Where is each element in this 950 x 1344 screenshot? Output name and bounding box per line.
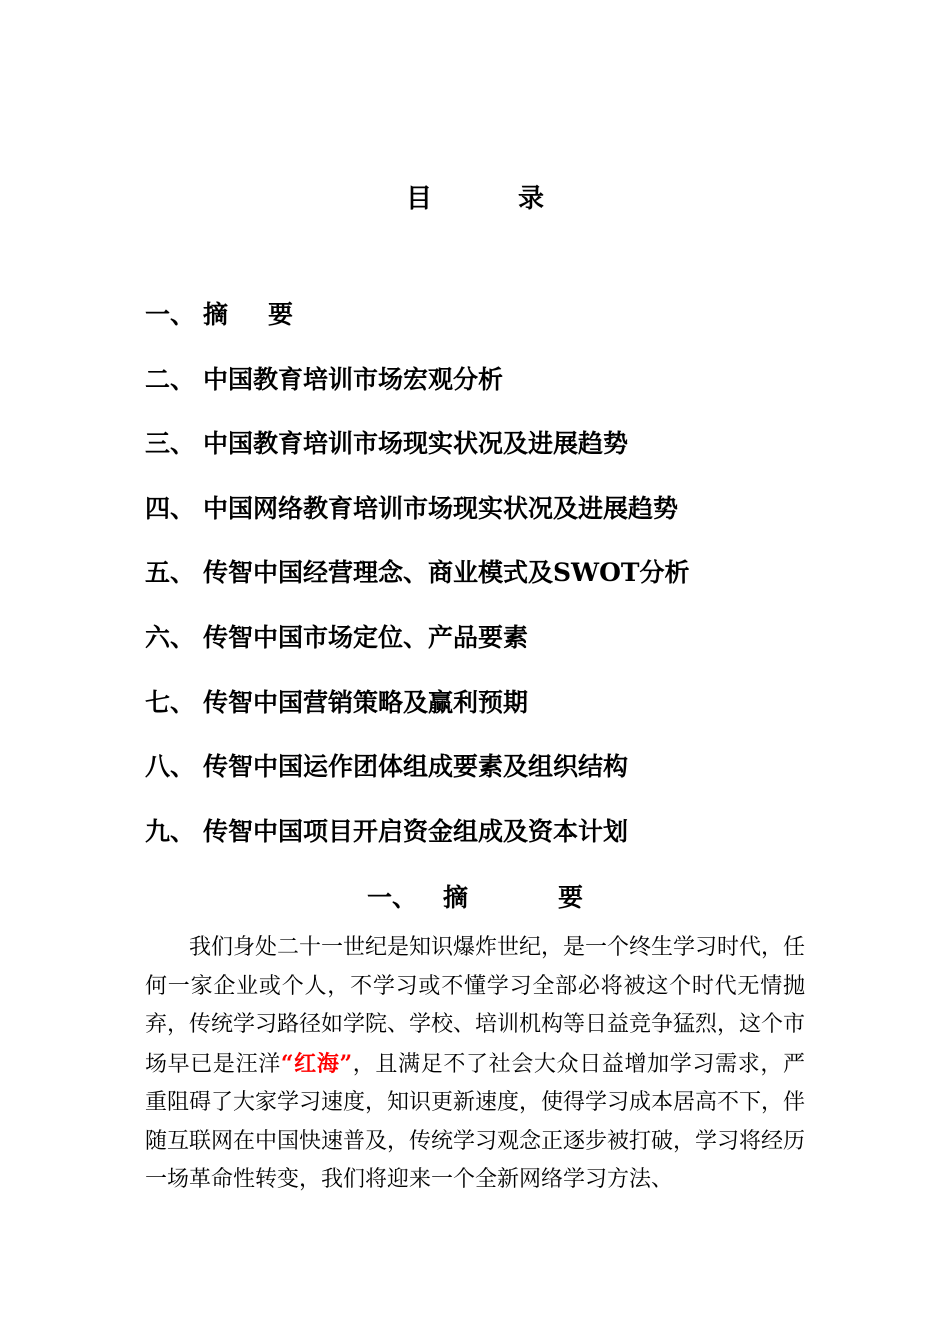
toc-item	[145, 360, 825, 425]
toc-item-text: 传智中国市场定位、产品要素	[203, 622, 529, 652]
toc-item-text: 传智中国经营理念、商业模式及SWOT分析	[203, 558, 690, 588]
toc-item-number: 八、	[145, 752, 196, 782]
toc-item-abstract	[145, 295, 825, 360]
toc-item-number: 一、	[145, 300, 196, 329]
toc-item	[145, 618, 825, 683]
toc-item-number: 七、	[145, 687, 196, 717]
toc-item-number: 五、	[145, 558, 196, 588]
toc-item	[145, 489, 825, 554]
toc-item-number: 二、	[145, 364, 196, 394]
paragraph-highlight: “红海”	[280, 1050, 353, 1077]
toc-item-text: 中国网络教育培训市场现实状况及进展趋势	[203, 493, 679, 523]
section-title-a: 摘	[442, 883, 468, 912]
toc-item	[145, 553, 825, 618]
toc-title-right: 录	[518, 184, 545, 214]
toc-list	[145, 295, 825, 876]
toc-item-number: 四、	[145, 493, 196, 523]
toc-title	[0, 178, 950, 215]
section-title-b: 要	[558, 883, 584, 912]
toc-item-number: 三、	[145, 429, 196, 459]
toc-item-text: 传智中国运作团体组成要素及组织结构	[203, 752, 629, 782]
section-paragraph	[145, 929, 805, 1200]
toc-item-text: 传智中国营销策略及赢利预期	[203, 687, 529, 717]
toc-item-text-a: 摘	[203, 300, 229, 329]
paragraph-text-after: ，且满足不了社会大众日益增加学习需求，严重阻碍了大家学习速度，知识更新速度，使得学习成本居高不下，伴随互联网在中国快速普及，传统学习观念正逐步被打破，学习将经历一场革命性转变，我们将迎来一个全新网络学习方法、	[145, 1051, 806, 1192]
toc-item-text: 中国教育培训市场现实状况及进展趋势	[203, 429, 629, 459]
section-heading	[0, 878, 950, 914]
toc-item	[145, 424, 825, 489]
toc-item-number: 九、	[145, 816, 196, 846]
toc-item	[145, 683, 825, 748]
toc-item-text: 中国教育培训市场宏观分析	[203, 364, 504, 394]
toc-title-left: 目	[405, 184, 432, 214]
toc-item	[145, 747, 825, 812]
toc-item-text-b: 要	[268, 300, 294, 329]
section-number: 一、	[366, 883, 417, 912]
toc-item	[145, 812, 825, 877]
paragraph-text-before: 我们身处二十一世纪是知识爆炸世纪，是一个终生学习时代，任何一家企业或个人，不学习或不懂学习全部必将被这个时代无情抛弃，传统学习路径如学院、学校、培训机构等日益竞争猛烈，这个市场早已是汪洋	[145, 935, 806, 1077]
toc-item-text: 传智中国项目开启资金组成及资本计划	[203, 816, 629, 846]
toc-item-number: 六、	[145, 622, 196, 652]
